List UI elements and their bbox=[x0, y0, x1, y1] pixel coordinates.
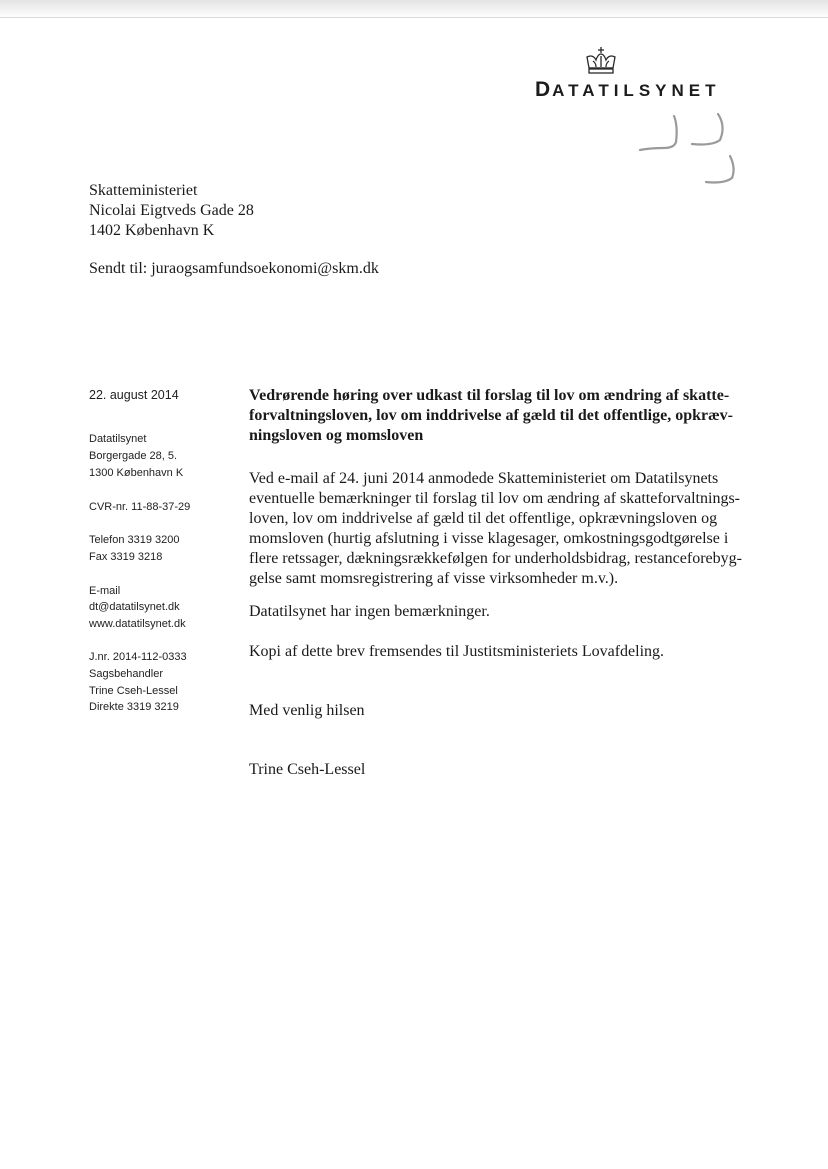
recipient-address bbox=[89, 181, 254, 241]
paragraph-line: momsloven (hurtig afslutning i visse klagesager, omkostningsgodtgørelse i bbox=[249, 530, 729, 547]
sender-org: Datatilsynet bbox=[89, 433, 147, 445]
subject-line: Vedrørende høring over udkast til forslag til lov om ændring af skatte- bbox=[249, 387, 730, 404]
subject-line: forvaltningsloven, lov om inddrivelse af gæld til det offentlige, opkræv- bbox=[249, 407, 733, 424]
paragraph-line: Ved e-mail af 24. juni 2014 anmodede Skatteministeriet om Datatilsynets bbox=[249, 470, 719, 487]
paragraph-line: flere retssager, dækningsrækkefølgen for underholdsbidrag, restanceforebyg- bbox=[249, 550, 742, 567]
paragraph-line: gelse samt momsregistrering af visse virksomheder m.v.). bbox=[249, 570, 619, 587]
logo-rest: ATATILSYNET bbox=[552, 81, 721, 100]
subject-line: ningsloven og momsloven bbox=[249, 427, 424, 444]
sender-email: dt@datatilsynet.dk bbox=[89, 601, 180, 613]
scan-edge-line bbox=[0, 17, 828, 18]
direct-phone: Direkte 3319 3219 bbox=[89, 701, 179, 713]
signature-name: Trine Cseh-Lessel bbox=[249, 761, 366, 778]
journal-number: J.nr. 2014-112-0333 bbox=[89, 651, 187, 663]
sender-email-label: E-mail bbox=[89, 585, 121, 597]
recipient-city: 1402 København K bbox=[89, 222, 215, 239]
crown-icon bbox=[584, 46, 618, 76]
handwritten-marks bbox=[630, 108, 750, 192]
paragraph-line: eventuelle bemærkninger til forslag til lov om ændring af skatteforvaltnings- bbox=[249, 490, 740, 507]
sender-web: www.datatilsynet.dk bbox=[89, 618, 186, 630]
sender-cvr: CVR-nr. 11-88-37-29 bbox=[89, 501, 191, 513]
logo-initial: D bbox=[535, 78, 553, 101]
case-handler-name: Trine Cseh-Lessel bbox=[89, 685, 178, 697]
logo-wordmark bbox=[535, 78, 721, 102]
sender-fax: Fax 3319 3218 bbox=[89, 551, 163, 563]
closing-greeting: Med venlig hilsen bbox=[249, 702, 365, 719]
sender-address1: Borgergade 28, 5. bbox=[89, 450, 178, 462]
paragraph-no-remarks: Datatilsynet har ingen bemærkninger. bbox=[249, 603, 490, 620]
paragraph-line: loven, lov om inddrivelse af gæld til det offentlige, opkrævningsloven og bbox=[249, 510, 718, 527]
case-handler-label: Sagsbehandler bbox=[89, 668, 164, 680]
paragraph-copy-notice: Kopi af dette brev fremsendes til Justitsministeriets Lovafdeling. bbox=[249, 643, 665, 660]
recipient-name: Skatteministeriet bbox=[89, 182, 198, 199]
scan-top-edge bbox=[0, 0, 828, 18]
recipient-street: Nicolai Eigtveds Gade 28 bbox=[89, 202, 254, 219]
sender-phone: Telefon 3319 3200 bbox=[89, 534, 180, 546]
paragraph-request bbox=[249, 469, 769, 589]
sent-to-line: Sendt til: juraogsamfundsoekonomi@skm.dk bbox=[89, 260, 379, 277]
letter-date: 22. august 2014 bbox=[89, 388, 179, 402]
sender-address2: 1300 København K bbox=[89, 467, 184, 479]
letter-subject bbox=[249, 386, 764, 446]
